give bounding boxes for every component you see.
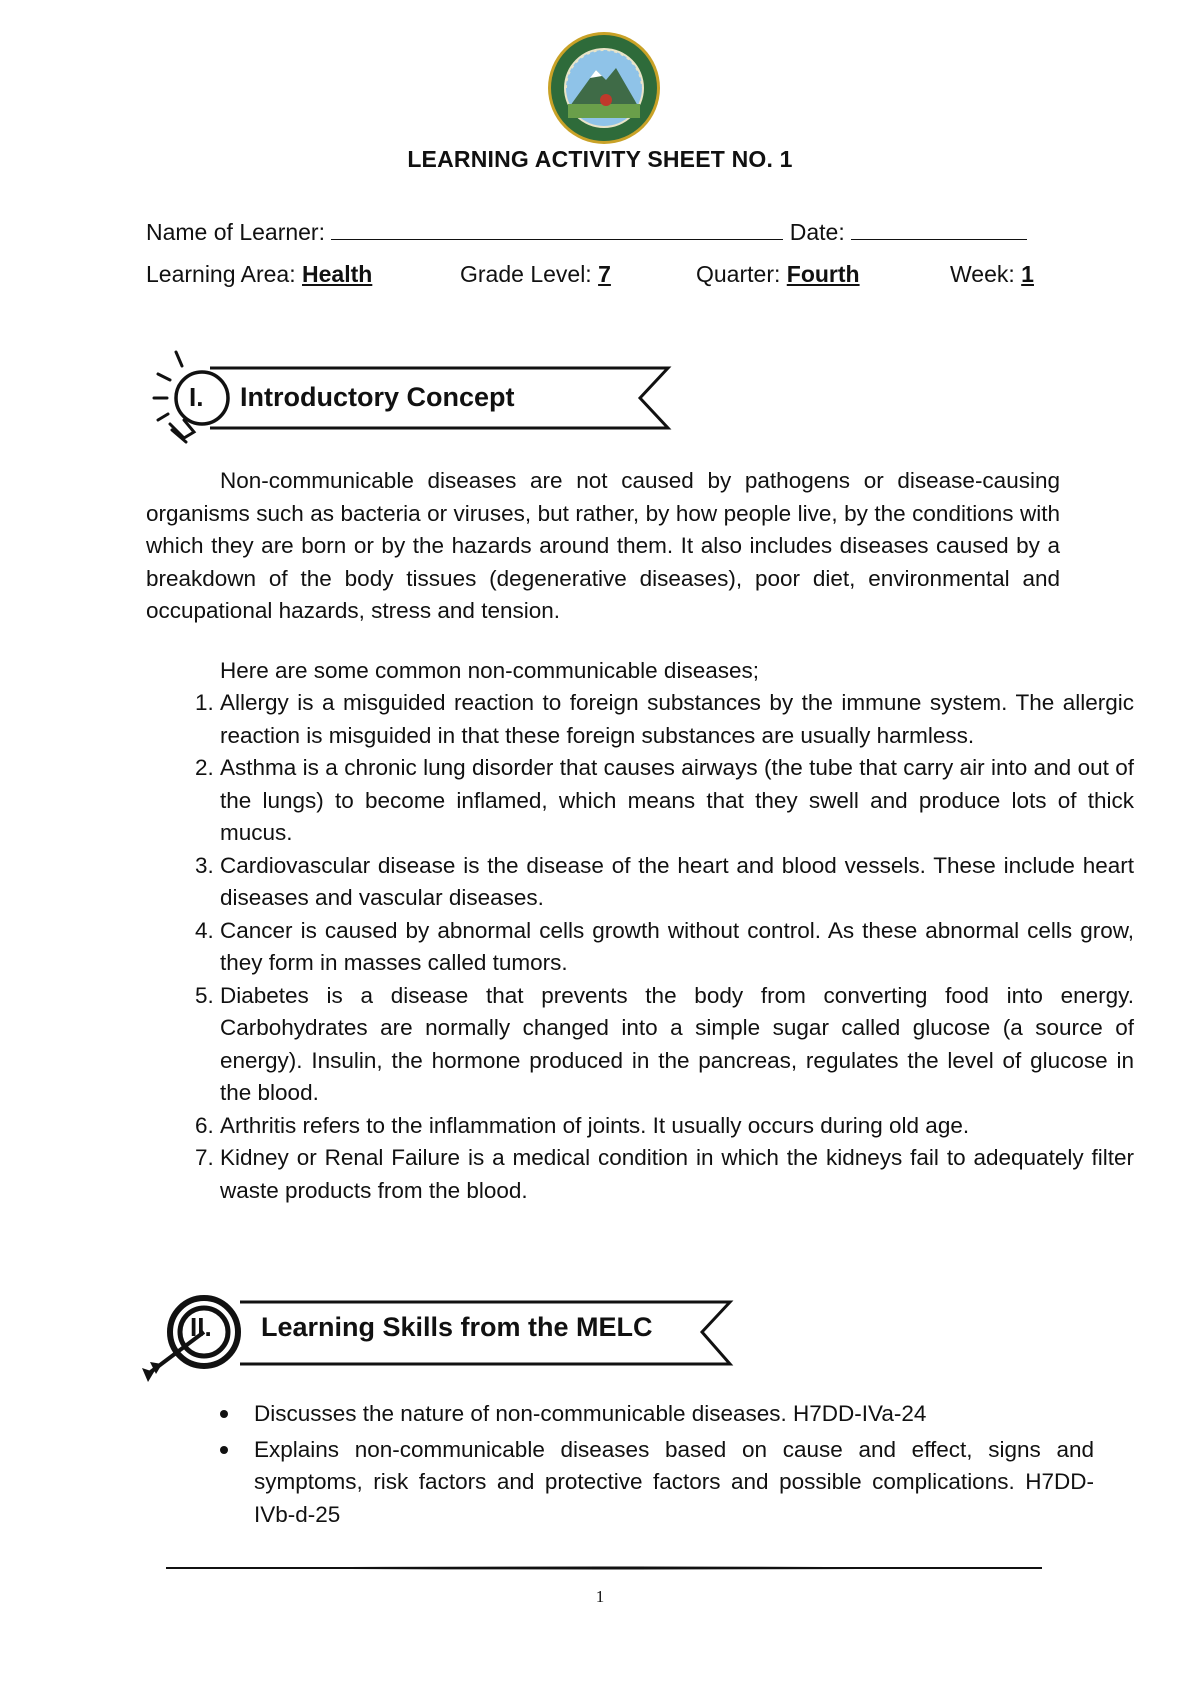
list-item: 6. Arthritis refers to the inflammation of joints. It usually occurs during old age. <box>220 1110 1134 1143</box>
section-1-title: Introductory Concept <box>240 382 515 412</box>
grade-level-field <box>460 261 611 288</box>
intro-paragraph-text: Non-communicable diseases are not caused by pathogens or disease-causing organisms such as bacteria or viruses, but rather, by how people live, by the conditions with which they are born or by the hazards around them. It also includes diseases caused by a breakdown of the body tissues (degenerative diseases), poor diet, environmental and occupational hazards, stress and tension. <box>146 468 1060 623</box>
skills-list <box>220 1398 1094 1534</box>
name-of-learner-row <box>146 219 1027 246</box>
disease-list <box>146 687 1134 1207</box>
date-label: Date: <box>789 219 845 245</box>
name-label: Name of Learner: <box>146 219 325 245</box>
quarter-label: Quarter: <box>696 261 781 287</box>
week-value: 1 <box>1021 261 1034 287</box>
skill-text: Explains non-communicable diseases based on cause and effect, signs and symptoms, risk factors and protective factors and possible complications. H7DD-IVb-d-25 <box>254 1436 1094 1527</box>
week-label: Week: <box>950 261 1015 287</box>
sheet-title: LEARNING ACTIVITY SHEET NO. 1 <box>407 146 793 172</box>
deped-seal-logo <box>546 30 662 146</box>
section-2-title: Learning Skills from the MELC <box>261 1312 653 1342</box>
list-intro <box>146 655 1060 688</box>
list-item: 4. Cancer is caused by abnormal cells growth without control. As these abnormal cells grow, they form in masses called tumors. <box>220 915 1134 980</box>
quarter-value: Fourth <box>786 261 860 287</box>
week-field <box>950 261 1034 288</box>
grade-level-value: 7 <box>598 261 611 287</box>
list-item: 7. Kidney or Renal Failure is a medical condition in which the kidneys fail to adequately filter waste products from the blood. <box>220 1142 1134 1207</box>
list-item: 2. Asthma is a chronic lung disorder that causes airways (the tube that carry air into and out of the lungs) to become inflamed, which means that they swell and produce lots of thick mucus. <box>220 752 1134 850</box>
intro-paragraph <box>146 465 1060 628</box>
bullet-icon <box>220 1446 228 1454</box>
quarter-field <box>696 261 860 288</box>
name-field-line[interactable] <box>331 219 783 240</box>
section-2-number: II. <box>190 1312 212 1342</box>
page-number: 1 <box>595 1587 605 1606</box>
list-item <box>254 1434 1094 1532</box>
list-item: 1. Allergy is a misguided reaction to foreign substances by the immune system. The allergic reaction is misguided in that these foreign substances are usually harmless. <box>220 687 1134 752</box>
footer-divider <box>166 1566 1042 1570</box>
learning-area-field <box>146 261 372 288</box>
list-item: 3. Cardiovascular disease is the disease of the heart and blood vessels. These include heart diseases and vascular diseases. <box>220 850 1134 915</box>
skill-text: Discusses the nature of non-communicable diseases. H7DD-IVa-24 <box>254 1401 927 1426</box>
learning-area-label: Learning Area: <box>146 261 296 287</box>
date-field-line[interactable] <box>851 219 1027 240</box>
list-item: 5. Diabetes is a disease that prevents the body from converting food into energy. Carbohydrates are normally changed into a simple sugar called glucose (a source of energy). Insulin, the hormone produced in the pancreas, regulates the level of glucose in the blood. <box>220 980 1134 1110</box>
grade-level-label: Grade Level: <box>460 261 592 287</box>
list-intro-text: Here are some common non-communicable diseases; <box>220 658 759 683</box>
list-item <box>254 1398 1094 1431</box>
section-1-number: I. <box>189 382 204 412</box>
learning-area-value: Health <box>302 261 373 287</box>
bullet-icon <box>220 1410 228 1418</box>
